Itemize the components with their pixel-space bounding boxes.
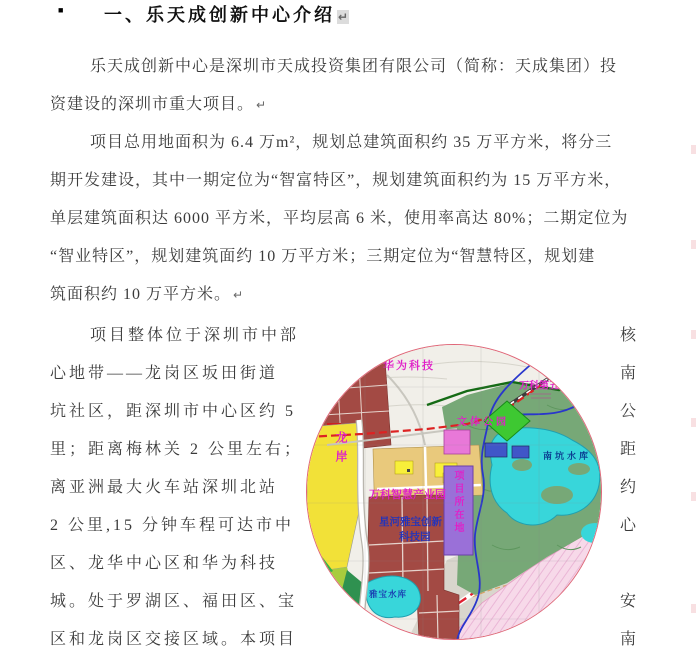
paragraph-line: 乐天成创新中心是深圳市天成投资集团有限公司（简称：天成集团）投: [90, 58, 618, 75]
paragraph-line: 项目总用地面积为 6.4 万m²，规划总建筑面积约 35 万平方米，将分三: [90, 134, 613, 151]
map-label-xinghe-yabao-line2: 科技园: [399, 531, 431, 543]
map-label-yabao-reservoir: 雅宝水库: [369, 589, 408, 599]
paragraph-line: 区和龙岗区交接区域。本项目: [50, 631, 298, 648]
map-label-wenti-park: 文体公园: [457, 417, 509, 428]
paragraph-line: 项目整体位于深圳市中部: [90, 327, 300, 344]
paragraph-line: 里；距离梅林关 2 公里左右；: [50, 441, 304, 458]
map-label-longan: 龙岸: [334, 431, 348, 469]
page-title: [104, 1, 349, 27]
paragraph-line: 坑社区，距深圳市中心区约 5: [50, 403, 297, 420]
map-label-nankeng-reservoir: 南坑水库: [543, 451, 592, 461]
paragraph-line: “智业特区”，规划建筑面约 10 万平方米；三期定位为“智慧特区，规划建: [50, 248, 596, 265]
paragraph-line: [50, 91, 266, 114]
wrapped-char: 约: [620, 479, 637, 496]
paragraph-line-text: 资建设的深圳市重大项目。: [50, 96, 255, 113]
paragraph-line: [50, 281, 243, 304]
edge-mark: [691, 330, 696, 339]
paragraph-line: 2 公里,15 分钟车程可达市中: [50, 517, 295, 534]
wrapped-char: 心: [620, 517, 637, 534]
map-label-project-site: 项目所在地: [452, 470, 463, 535]
map-elevation-mark: [529, 393, 551, 395]
paragraph-mark-icon: ↵: [338, 10, 349, 24]
map-label-vanke-smart-park: 万科智慧产业园: [369, 489, 446, 501]
paragraph-line-text: 筑面积约 10 万平方米。: [50, 286, 232, 303]
map-elevation-mark: [531, 397, 551, 399]
map-label-vanke5: 万科第五园: [519, 381, 569, 392]
list-bullet-icon: ■: [58, 5, 64, 15]
wrapped-char: 公: [620, 403, 637, 420]
location-map-image: [306, 344, 602, 640]
map-label-huawei: 华为科技: [383, 360, 435, 372]
paragraph-line: 单层建筑面积达 6000 平方米，平均层高 6 米，使用率高达 80%；二期定位为: [50, 210, 629, 227]
wrapped-char: 距: [620, 441, 637, 458]
paragraph-line: 期开发建设，其中一期定位为“智富特区”，规划建筑面积约为 15 万平方米，: [50, 172, 622, 189]
paragraph-line: 区、龙华中心区和华为科技: [50, 555, 279, 572]
wrapped-char: 南: [620, 365, 637, 382]
paragraph-mark-icon: ↵: [233, 288, 244, 302]
wrapped-char: 核: [620, 327, 637, 344]
map-label-xinghe-yabao-line1: 星河雅宝创新: [379, 516, 442, 528]
edge-mark: [691, 418, 696, 427]
edge-mark: [691, 604, 696, 613]
edge-mark: [691, 145, 696, 154]
wrapped-char: 安: [620, 593, 637, 610]
paragraph-line: 心地带——龙岗区坂田街道: [50, 365, 279, 382]
edge-mark: [691, 492, 696, 501]
edge-mark: [691, 240, 696, 249]
paragraph-line: 城。处于罗湖区、福田区、宝: [50, 593, 298, 610]
paragraph-mark-icon: ↵: [256, 98, 267, 112]
paragraph-line: 离亚洲最大火车站深圳北站: [50, 479, 279, 496]
wrapped-char: 南: [620, 631, 637, 648]
page-title-text: 一、乐天成创新中心介绍: [104, 5, 335, 25]
